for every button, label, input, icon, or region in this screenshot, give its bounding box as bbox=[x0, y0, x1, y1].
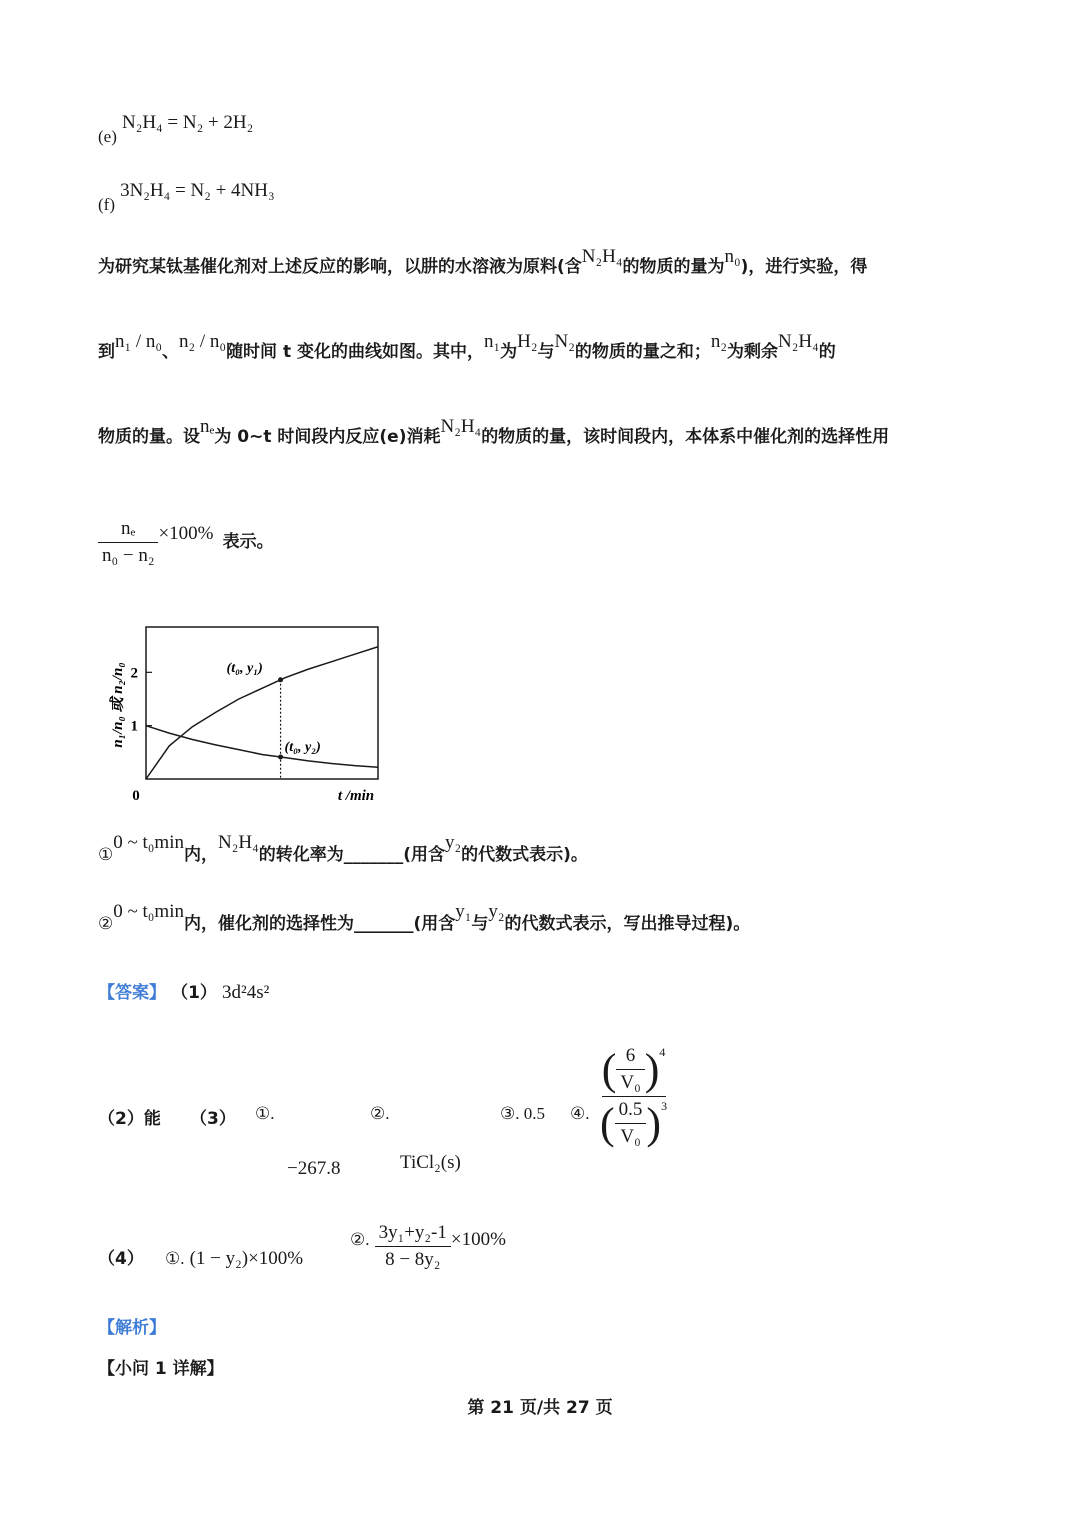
text: 内，催化剂的选择性为_______(用含 bbox=[184, 914, 456, 934]
reaction-e bbox=[98, 112, 254, 146]
text: 的物质的量，该时间段内，本体系中催化剂的选择性用 bbox=[481, 427, 890, 447]
reaction-e-equation: N₂H₄ = N₂ + 2H₂ bbox=[121, 112, 254, 133]
fraction-denominator: V₀ bbox=[620, 1126, 641, 1147]
marker-point-1 bbox=[278, 677, 283, 682]
fraction-denominator: n₀ − n₂ bbox=[102, 545, 155, 566]
y-axis-label: n₁/n₀ 或 n₂/n₀ bbox=[110, 662, 126, 748]
answer-4-2 bbox=[350, 1222, 506, 1271]
fraction bbox=[98, 518, 158, 567]
item-number: ①. bbox=[255, 1104, 275, 1123]
answer-3-label-wrap bbox=[190, 1104, 236, 1129]
text: 表示。 bbox=[222, 532, 274, 552]
formula: y₂ bbox=[444, 832, 462, 853]
series-line-2 bbox=[146, 726, 378, 768]
text: 为研究某钛基催化剂对上述反应的影响，以肼的水溶液为原料(含 bbox=[98, 257, 582, 277]
answer-tag: 【答案】 bbox=[98, 983, 166, 1003]
answer-label: （2）能 bbox=[98, 1109, 161, 1129]
text: 与 bbox=[471, 914, 489, 934]
question-number: ② bbox=[98, 914, 114, 933]
text: 内， bbox=[184, 845, 218, 865]
plot-frame bbox=[146, 627, 378, 779]
answer-3-4-expression bbox=[600, 1045, 667, 1148]
formula: n₂ / n₀ bbox=[179, 331, 227, 352]
formula: n₂ bbox=[710, 331, 727, 352]
selectivity-formula bbox=[98, 518, 274, 567]
answer-line-2 bbox=[98, 1104, 161, 1129]
exponent: 4 bbox=[659, 1045, 666, 1059]
paragraph-line-3 bbox=[98, 416, 890, 448]
formula: TiCl₂(s) bbox=[400, 1152, 461, 1173]
left-paren: ( bbox=[601, 1044, 617, 1094]
answer-3-1 bbox=[255, 1104, 275, 1124]
item-number: ④. bbox=[570, 1104, 590, 1123]
analysis-tag: 【解析】 bbox=[98, 1318, 166, 1338]
exponent: 3 bbox=[661, 1099, 668, 1113]
fraction-denominator: V₀ bbox=[620, 1072, 641, 1093]
formula: ×100% bbox=[158, 523, 214, 544]
chart-svg bbox=[100, 615, 400, 810]
formula: 0 ~ t₀min bbox=[113, 832, 184, 853]
text: 为 bbox=[500, 342, 518, 362]
numerator-group bbox=[602, 1045, 666, 1094]
analysis-sub-wrap bbox=[98, 1354, 224, 1379]
fraction-numerator: 6 bbox=[616, 1045, 644, 1070]
item-number: ①. bbox=[165, 1249, 185, 1268]
formula: N₂H₄ bbox=[440, 416, 482, 437]
text: 、 bbox=[162, 342, 180, 362]
formula: n₁ / n₀ bbox=[115, 331, 163, 352]
text: 的 bbox=[818, 342, 836, 362]
big-fraction bbox=[600, 1045, 667, 1148]
text: 为 0~t 时间段内反应(e)消耗 bbox=[214, 427, 441, 447]
answer-line-1 bbox=[98, 978, 269, 1004]
paragraph-line-2 bbox=[98, 331, 836, 363]
page-number: 第 21 页/共 27 页 bbox=[467, 1398, 613, 1418]
answer-3-2 bbox=[370, 1104, 390, 1124]
fraction-numerator: 3y₁+y₂-1 bbox=[375, 1222, 451, 1247]
paragraph-line-1 bbox=[98, 246, 868, 278]
formula: H₂ bbox=[517, 331, 538, 352]
y-tick-label: 1 bbox=[130, 718, 138, 735]
formula: N₂H₄ bbox=[581, 246, 623, 267]
formula: n₁ bbox=[484, 331, 501, 352]
denominator-group bbox=[600, 1099, 667, 1148]
fraction-bar bbox=[602, 1096, 666, 1097]
fraction bbox=[375, 1222, 451, 1271]
formula: 3d²4s² bbox=[222, 982, 270, 1003]
text: 随时间 t 变化的曲线如图。其中， bbox=[226, 342, 485, 362]
formula: ×100% bbox=[450, 1229, 506, 1250]
origin-label: 0 bbox=[132, 788, 140, 804]
answer-4-label-wrap bbox=[98, 1244, 144, 1269]
item-number: ②. bbox=[370, 1104, 390, 1123]
fraction-denominator: 8 − 8y₂ bbox=[385, 1249, 441, 1270]
reaction-f-equation: 3N₂H₄ = N₂ + 4NH₃ bbox=[120, 180, 275, 201]
analysis-tag-wrap bbox=[98, 1313, 166, 1338]
formula: (1 − y₂)×100% bbox=[189, 1248, 304, 1269]
text: 的代数式表示)。 bbox=[461, 845, 588, 865]
text: 为剩余 bbox=[727, 342, 778, 362]
formula: N₂H₄ bbox=[218, 832, 259, 853]
text: 的代数式表示，写出推导过程)。 bbox=[504, 914, 751, 934]
fraction-numerator: 0.5 bbox=[615, 1099, 647, 1124]
formula: −267.8 bbox=[287, 1158, 341, 1179]
left-paren: ( bbox=[600, 1098, 615, 1148]
sub-question-heading: 【小问 1 详解】 bbox=[98, 1359, 224, 1379]
question-number: ① bbox=[98, 845, 114, 864]
right-paren: ) bbox=[644, 1044, 660, 1094]
inner-fraction bbox=[616, 1045, 644, 1094]
formula: n₀ bbox=[724, 246, 741, 267]
inner-fraction bbox=[615, 1099, 647, 1148]
question-1 bbox=[98, 828, 588, 865]
answer-label: （4） bbox=[98, 1249, 144, 1269]
right-paren: ) bbox=[646, 1098, 662, 1148]
page-footer bbox=[0, 1393, 1080, 1418]
answer-4-1 bbox=[165, 1248, 303, 1270]
formula: N₂H₄ bbox=[778, 331, 819, 352]
text: )，进行实验，得 bbox=[740, 257, 868, 277]
text: 物质的量。设 bbox=[98, 427, 200, 447]
marker-point-2 bbox=[278, 755, 283, 760]
answer-3-3 bbox=[500, 1104, 545, 1124]
text: 的转化率为_______(用含 bbox=[258, 845, 445, 865]
formula: nₑ bbox=[200, 416, 215, 437]
formula: y₂ bbox=[488, 901, 505, 922]
answer-label: （3） bbox=[190, 1109, 236, 1129]
line-chart bbox=[100, 615, 400, 810]
formula: N₂ bbox=[554, 331, 575, 352]
text: 与 bbox=[537, 342, 555, 362]
fraction-numerator: nₑ bbox=[98, 518, 158, 543]
marker-label-2: (t₀, y₂) bbox=[284, 740, 321, 756]
text: 的物质的量为 bbox=[622, 257, 725, 277]
text: 的物质的量之和； bbox=[574, 342, 711, 362]
marker-label-1: (t₀, y₁) bbox=[226, 660, 263, 676]
x-axis-label: t /min bbox=[337, 788, 375, 804]
answer-label: （1） bbox=[171, 983, 217, 1003]
answer-3-4 bbox=[570, 1104, 590, 1124]
formula: 0 ~ t₀min bbox=[113, 901, 184, 922]
text: 到 bbox=[98, 342, 115, 362]
answer-3-1-value bbox=[287, 1158, 340, 1180]
formula: ③. 0.5 bbox=[500, 1104, 545, 1123]
y-tick-label: 2 bbox=[130, 665, 138, 682]
item-number: ②. bbox=[350, 1230, 370, 1249]
formula: y₁ bbox=[455, 901, 472, 922]
reaction-e-label: (e) bbox=[98, 127, 117, 146]
reaction-f-label: (f) bbox=[98, 195, 115, 214]
reaction-f bbox=[98, 180, 275, 214]
answer-3-2-value bbox=[400, 1152, 461, 1174]
question-2 bbox=[98, 897, 751, 934]
